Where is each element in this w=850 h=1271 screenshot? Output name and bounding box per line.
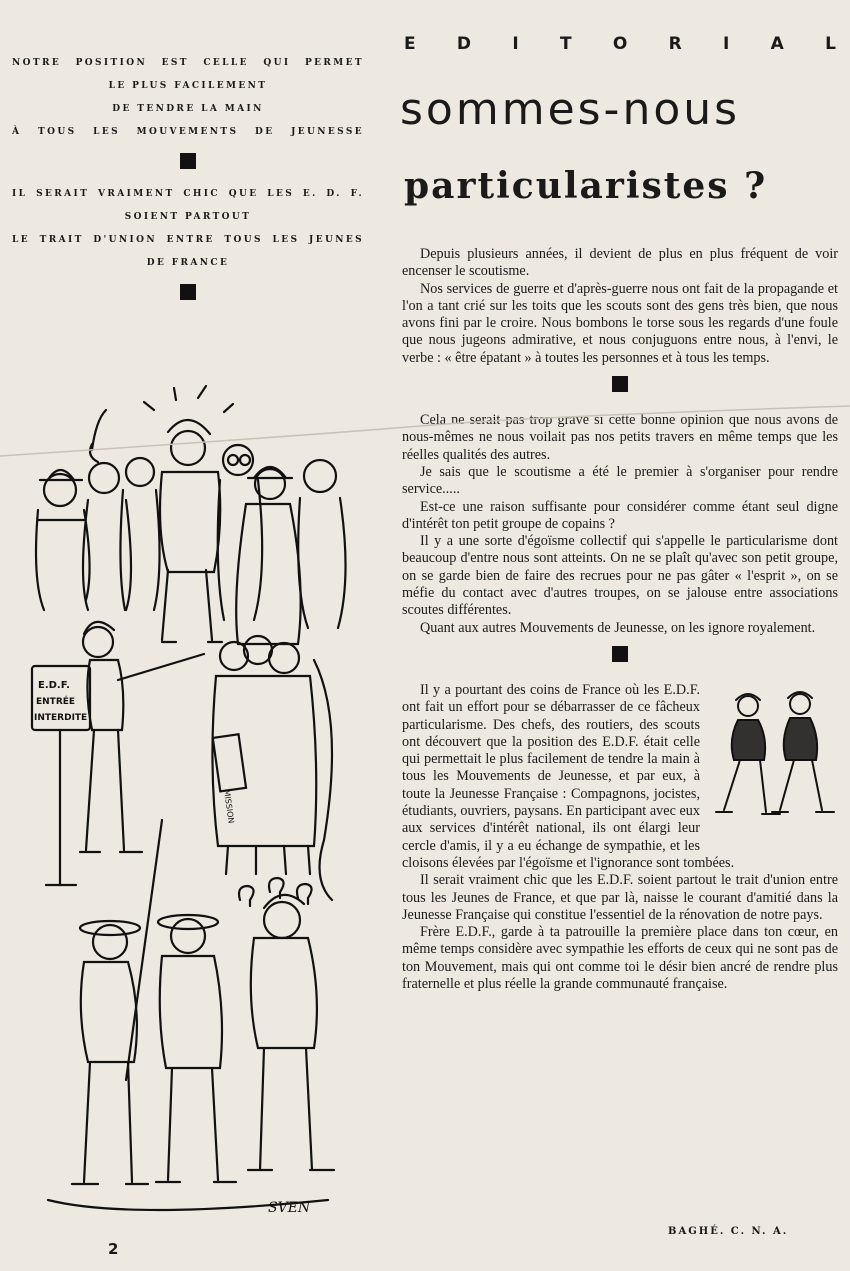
quote1-line: LE PLUS FACILEMENT: [108, 81, 268, 91]
sign-text-2: ENTRÉE: [36, 697, 76, 707]
author-signature: BAGHÉ. C. N. A.: [668, 1226, 789, 1237]
separator-square: [612, 646, 628, 662]
two-scouts-walking-illustration: [708, 688, 838, 838]
separator-square: [612, 376, 628, 392]
editorial-kicker: [404, 34, 836, 54]
paragraph: Il y a une sorte d'égoïsme collectif qui s'appelle le particularisme dont beaucoup d'entre nous sont atteints. On ne se plaît qu'avec son petit groupe, on se garde bien de faire des recrues pour ne pas gâter « l'esprit », on se méfie du contact avec d'autres troupes, on se jalouse entre associations scoutes différentes.: [402, 533, 838, 619]
headline-line-1: sommes-nous: [400, 84, 741, 135]
quote2-line: LE TRAIT D'UNION ENTRE TOUS LES JEUNES: [12, 235, 364, 245]
kicker-letter: D: [456, 34, 472, 54]
paragraph: Est-ce une raison suffisante pour considérer comme étant seul digne d'intérêt ton petit groupe de copains ?: [402, 498, 838, 532]
kicker-letter: I: [723, 34, 730, 54]
paragraph: Cela ne serait pas trop grave si cette bonne opinion que nous avons de nous-mêmes ne nous voilait pas nos petits travers en même temps que les réelles qualités des autres.: [402, 412, 838, 463]
quote1-line: À TOUS LES MOUVEMENTS DE JEUNESSE: [12, 127, 364, 137]
headline-line-2: particularistes ?: [404, 165, 768, 207]
quote2-line: DE FRANCE: [146, 258, 230, 268]
paragraph: Quant aux autres Mouvements de Jeunesse, on les ignore royalement.: [420, 619, 816, 636]
pull-quotes: [8, 52, 368, 314]
kicker-letter: I: [512, 34, 519, 54]
kicker-letter: E: [404, 34, 416, 54]
sign-text-1: E.D.F.: [38, 680, 70, 691]
editorial-article: [402, 246, 838, 993]
sign-text-3: INTERDITE: [34, 713, 88, 723]
quote1-line: NOTRE POSITION EST CELLE QUI PERMET: [12, 58, 364, 68]
kicker-letter: A: [770, 34, 784, 54]
scouts-cartoon-illustration: [28, 380, 358, 1230]
quote2-line: SOIENT PARTOUT: [124, 212, 252, 222]
paper-label: MISSION: [222, 789, 236, 825]
page-number: 2: [108, 1240, 119, 1258]
kicker-letter: R: [668, 34, 682, 54]
paragraph: Il serait vraiment chic que les E.D.F. soient partout le trait d'union entre tous les Jeunes de France, et que par là, naisse le courant d'amitié dans la Jeunesse Française qui constitue l'essentiel de la rénovation de notre pays.: [402, 872, 838, 923]
separator-square: [180, 153, 196, 169]
quote1-line: DE TENDRE LA MAIN: [112, 104, 264, 114]
kicker-letter: O: [612, 34, 628, 54]
separator-square: [180, 284, 196, 300]
kicker-letter: T: [559, 34, 572, 54]
paragraph: Je sais que le scoutisme a été le premier à s'organiser pour rendre service.....: [402, 463, 838, 498]
quote2-line: IL SERAIT VRAIMENT CHIC QUE LES E. D. F.: [12, 189, 364, 199]
artist-signature: SVEN: [268, 1200, 311, 1216]
paragraph: Nos services de guerre et d'après-guerre nous ont fait de la propagande et l'on a tant crié sur les toits que les scouts sont des gens très bien, que nous avons fini par le croire. Nous bombons le torse sous les regards d'une foule que nous jugeons admirative, et nous conjuguons entre nous, à l'envi, le verbe : « être épatant » à toutes les personnes et à tous les temps.: [402, 280, 838, 366]
kicker-letter: L: [825, 34, 836, 54]
paragraph: Depuis plusieurs années, il devient de plus en plus fréquent de voir encenser le scoutisme.: [402, 246, 838, 280]
paragraph: Frère E.D.F., garde à ta patrouille la première place dans ton cœur, en même temps considère avec sympathie les efforts de ceux qui ne sont pas de ton Mouvement, mais qui ont comme toi le désir bien ancré de rendre plus fraternelle et plus réelle la grande communauté française.: [402, 924, 838, 992]
paragraph: Il y a pourtant des coins de France où les E.D.F. ont fait un effort pour se débarrasser de ce fâcheux particularisme. Des chefs, des routiers, des scouts ont découvert que la position des E.D.F. était celle qui permettait le plus facilement de tendre la main à tous les Mouvements de Jeunesse, et par eux, à toute la Jeunesse Française : Compagnons, jocistes, étudiants, ouvriers, paysans. En participant avec eux aux services d'intérêt national, ils ont élargi leur cercle d'amis, il y a eu échange de sympathie, et les cloisons élevées par l'égoïsme et l'ignorance sont tombées.: [402, 681, 735, 871]
